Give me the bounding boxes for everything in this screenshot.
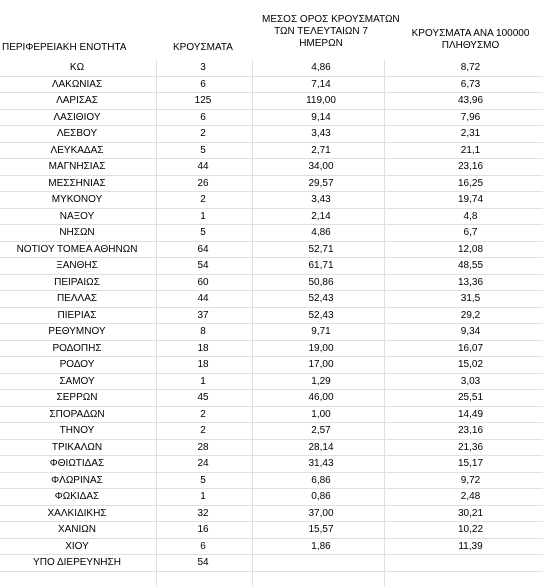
table-row: [0, 192, 543, 209]
cases-per-100k-cell: 16,07: [457, 342, 484, 354]
cases-per-100k-cell: 29,2: [460, 309, 481, 321]
seven-day-average-cell: 4,86: [311, 62, 331, 73]
table-row: [0, 93, 543, 110]
seven-day-average-cell: 2,57: [311, 425, 331, 436]
region-cell: ΞΑΝΘΗΣ: [56, 260, 98, 271]
header-cases: ΚΡΟΥΣΜΑΤΑ: [173, 42, 233, 53]
cases-per-100k-cell: 14,49: [457, 408, 484, 420]
cases-cell: 5: [200, 144, 206, 156]
cases-per-100k-cell: 43,96: [457, 95, 484, 106]
cases-cell: 2: [200, 194, 206, 205]
cases-cell: 6: [200, 540, 206, 552]
table-row: [0, 209, 543, 226]
table-header: [0, 0, 543, 60]
cases-cell: 18: [197, 359, 209, 370]
region-cell: ΣΕΡΡΩΝ: [56, 392, 98, 403]
cases-cell: 26: [197, 177, 209, 189]
header-per-line-1: ΚΡΟΥΣΜΑΤΑ ΑΝΑ 100000: [411, 28, 530, 39]
seven-day-average-cell: 1,29: [311, 375, 331, 387]
cases-cell: 2: [200, 425, 206, 436]
cases-cell: 5: [200, 474, 206, 486]
table-row: [0, 456, 543, 473]
seven-day-average-cell: 37,00: [308, 507, 334, 519]
region-cell: ΥΠΟ ΔΙΕΡΕΥΝΗΣΗ: [33, 557, 121, 568]
region-cell: ΛΑΣΙΘΙΟΥ: [53, 111, 101, 123]
seven-day-average-cell: 61,71: [308, 260, 334, 271]
cases-per-100k-cell: 25,51: [457, 392, 484, 403]
region-cell: ΦΛΩΡΙΝΑΣ: [51, 474, 103, 486]
table-row: [0, 522, 543, 539]
cases-per-100k-cell: 31,5: [460, 293, 481, 304]
seven-day-average-cell: 46,00: [308, 392, 334, 403]
seven-day-average-cell: 50,86: [308, 276, 334, 288]
header-region: ΠΕΡΙΦΕΡΕΙΑΚΗ ΕΝΟΤΗΤΑ: [2, 42, 127, 53]
seven-day-average-cell: 4,86: [311, 227, 331, 238]
cases-cell: 60: [197, 276, 209, 288]
region-cell: ΝΗΣΩΝ: [59, 227, 95, 238]
cases-per-100k-cell: 4,8: [463, 210, 478, 222]
header-avg-line-3: ΗΜΕΡΩΝ: [299, 38, 343, 49]
table-row: [0, 423, 543, 440]
cases-cell: 24: [197, 458, 209, 469]
seven-day-average-cell: 29,57: [308, 177, 334, 189]
region-cell: ΜΑΓΝΗΣΙΑΣ: [48, 161, 106, 172]
region-cell: ΠΕΛΛΑΣ: [56, 293, 98, 304]
cases-per-100k-cell: 8,72: [460, 62, 481, 73]
region-cell: ΦΘΙΩΤΙΔΑΣ: [49, 458, 105, 469]
cases-per-100k-cell: 12,08: [457, 243, 484, 255]
cases-per-100k-cell: 2,31: [460, 128, 481, 139]
region-cell: ΛΑΡΙΣΑΣ: [56, 95, 98, 106]
table-row: [0, 143, 543, 160]
region-cell: ΡΕΘΥΜΝΟΥ: [48, 326, 106, 337]
table-row: [0, 308, 543, 325]
cases-per-100k-cell: 21,1: [460, 144, 481, 156]
table-row: [0, 390, 543, 407]
table-body: [0, 60, 543, 572]
region-cell: ΤΗΝΟΥ: [59, 425, 95, 436]
cases-per-100k-cell: 11,39: [458, 540, 483, 552]
seven-day-average-cell: 2,14: [311, 210, 331, 222]
table-row: [0, 374, 543, 391]
cases-cell: 44: [197, 293, 209, 304]
region-cell: ΜΕΣΣΗΝΙΑΣ: [48, 177, 106, 189]
seven-day-average-cell: 6,86: [311, 474, 331, 486]
table-row: [0, 473, 543, 490]
cases-per-100k-cell: 6,7: [463, 227, 478, 238]
region-cell: ΧΙΟΥ: [65, 540, 89, 552]
table-row: [0, 60, 543, 77]
cases-cell: 45: [197, 392, 209, 403]
cases-per-100k-cell: 48,55: [457, 260, 484, 271]
header-cases-per-100k: [398, 28, 543, 52]
region-cell: ΝΑΞΟΥ: [59, 210, 95, 222]
table-row: [0, 489, 543, 506]
cases-cell: 1: [200, 375, 206, 387]
cases-cell: 1: [200, 210, 206, 222]
table-row: [0, 341, 543, 358]
cases-cell: 44: [197, 161, 209, 172]
seven-day-average-cell: 19,00: [308, 342, 334, 354]
region-cell: ΜΥΚΟΝΟΥ: [51, 194, 103, 205]
seven-day-average-cell: 1,86: [311, 540, 331, 552]
region-cell: ΚΩ: [69, 62, 85, 73]
cases-cell: 125: [194, 95, 212, 106]
cases-cell: 54: [197, 557, 209, 568]
region-cell: ΝΟΤΙΟΥ ΤΟΜΕΑ ΑΘΗΝΩΝ: [16, 243, 138, 255]
seven-day-average-cell: 0,86: [311, 491, 331, 502]
header-seven-day-average: [262, 14, 400, 50]
table-row: [0, 275, 543, 292]
cases-per-100k-cell: 3,03: [460, 375, 481, 387]
seven-day-average-cell: 31,43: [308, 458, 334, 469]
cases-per-100k-cell: 9,34: [460, 326, 481, 337]
seven-day-average-cell: 17,00: [308, 359, 334, 370]
region-cell: ΧΑΝΙΩΝ: [57, 524, 97, 535]
seven-day-average-cell: 9,14: [311, 111, 331, 123]
seven-day-average-cell: 119,00: [306, 95, 336, 106]
table-row: [0, 555, 543, 572]
seven-day-average-cell: 1,00: [311, 408, 331, 420]
region-cell: ΦΩΚΙΔΑΣ: [54, 491, 100, 502]
table-row: [0, 440, 543, 457]
table-row: [0, 77, 543, 94]
table-row: [0, 357, 543, 374]
cases-cell: 37: [197, 309, 209, 321]
region-cell: ΛΕΥΚΑΔΑΣ: [50, 144, 104, 156]
table-row: [0, 110, 543, 127]
table-row: [0, 176, 543, 193]
table-row: [0, 126, 543, 143]
cases-cell: 6: [200, 78, 206, 90]
table-row: [0, 506, 543, 523]
table-row: [0, 407, 543, 424]
seven-day-average-cell: 3,43: [311, 194, 331, 205]
region-cell: ΣΠΟΡΑΔΩΝ: [49, 408, 105, 420]
cases-cell: 8: [200, 326, 206, 337]
seven-day-average-cell: 3,43: [311, 128, 331, 139]
header-avg-line-2: ΤΩΝ ΤΕΛΕΥΤΑΙΩΝ 7: [274, 26, 368, 37]
region-cell: ΡΟΔΟΥ: [59, 359, 95, 370]
cases-cell: 28: [197, 441, 209, 453]
header-per-line-2: ΠΛΗΘΥΣΜΟ: [441, 40, 500, 51]
cases-per-100k-cell: 23,16: [457, 425, 484, 436]
region-cell: ΠΙΕΡΙΑΣ: [57, 309, 97, 321]
cases-cell: 54: [197, 260, 209, 271]
seven-day-average-cell: 34,00: [308, 161, 334, 172]
cases-cell: 64: [197, 243, 209, 255]
region-cell: ΛΑΚΩΝΙΑΣ: [51, 78, 103, 90]
cases-cell: 3: [200, 62, 206, 73]
cases-per-100k-cell: 15,17: [457, 458, 484, 469]
cases-per-100k-cell: 10,22: [457, 524, 484, 535]
cases-cell: 2: [200, 408, 206, 420]
cases-cell: 16: [197, 524, 209, 535]
region-cell: ΤΡΙΚΑΛΩΝ: [51, 441, 103, 453]
cases-per-100k-cell: 16,25: [457, 177, 484, 189]
header-avg-line-1: ΜΕΣΟΣ ΟΡΟΣ ΚΡΟΥΣΜΑΤΩΝ: [262, 14, 400, 25]
cases-cell: 6: [200, 111, 206, 123]
seven-day-average-cell: 2,71: [311, 144, 331, 156]
cases-per-100k-cell: 6,73: [460, 78, 481, 90]
seven-day-average-cell: 52,71: [308, 243, 334, 255]
seven-day-average-cell: 15,57: [308, 524, 334, 535]
cases-cell: 32: [197, 507, 209, 519]
cases-per-100k-cell: 7,96: [460, 111, 481, 123]
cases-per-100k-cell: 30,21: [457, 507, 484, 519]
cases-per-100k-cell: 9,72: [460, 474, 481, 486]
table-row: [0, 242, 543, 259]
seven-day-average-cell: 52,43: [308, 309, 334, 321]
seven-day-average-cell: 52,43: [308, 293, 334, 304]
cases-cell: 18: [197, 342, 209, 354]
cases-cell: 1: [200, 491, 206, 502]
table-row: [0, 225, 543, 242]
table-row: [0, 258, 543, 275]
region-cell: ΧΑΛΚΙΔΙΚΗΣ: [47, 507, 107, 519]
table-row: [0, 159, 543, 176]
seven-day-average-cell: 28,14: [308, 441, 334, 453]
region-cell: ΠΕΙΡΑΙΩΣ: [54, 276, 100, 288]
cases-per-100k-cell: 13,36: [457, 276, 484, 288]
table-row: [0, 324, 543, 341]
cases-cell: 5: [200, 227, 206, 238]
region-cell: ΛΕΣΒΟΥ: [56, 128, 98, 139]
region-cell: ΣΑΜΟΥ: [59, 375, 95, 387]
cases-per-100k-cell: 19,74: [457, 194, 484, 205]
table-row: [0, 291, 543, 308]
table-row: [0, 539, 543, 556]
cases-per-100k-cell: 21,36: [457, 441, 484, 453]
cases-per-100k-cell: 15,02: [457, 359, 484, 370]
cases-per-100k-cell: 2,48: [460, 491, 481, 502]
cases-cell: 2: [200, 128, 206, 139]
region-cell: ΡΟΔΟΠΗΣ: [52, 342, 102, 354]
seven-day-average-cell: 9,71: [311, 326, 331, 337]
seven-day-average-cell: 7,14: [311, 78, 331, 90]
cases-per-100k-cell: 23,16: [457, 161, 484, 172]
